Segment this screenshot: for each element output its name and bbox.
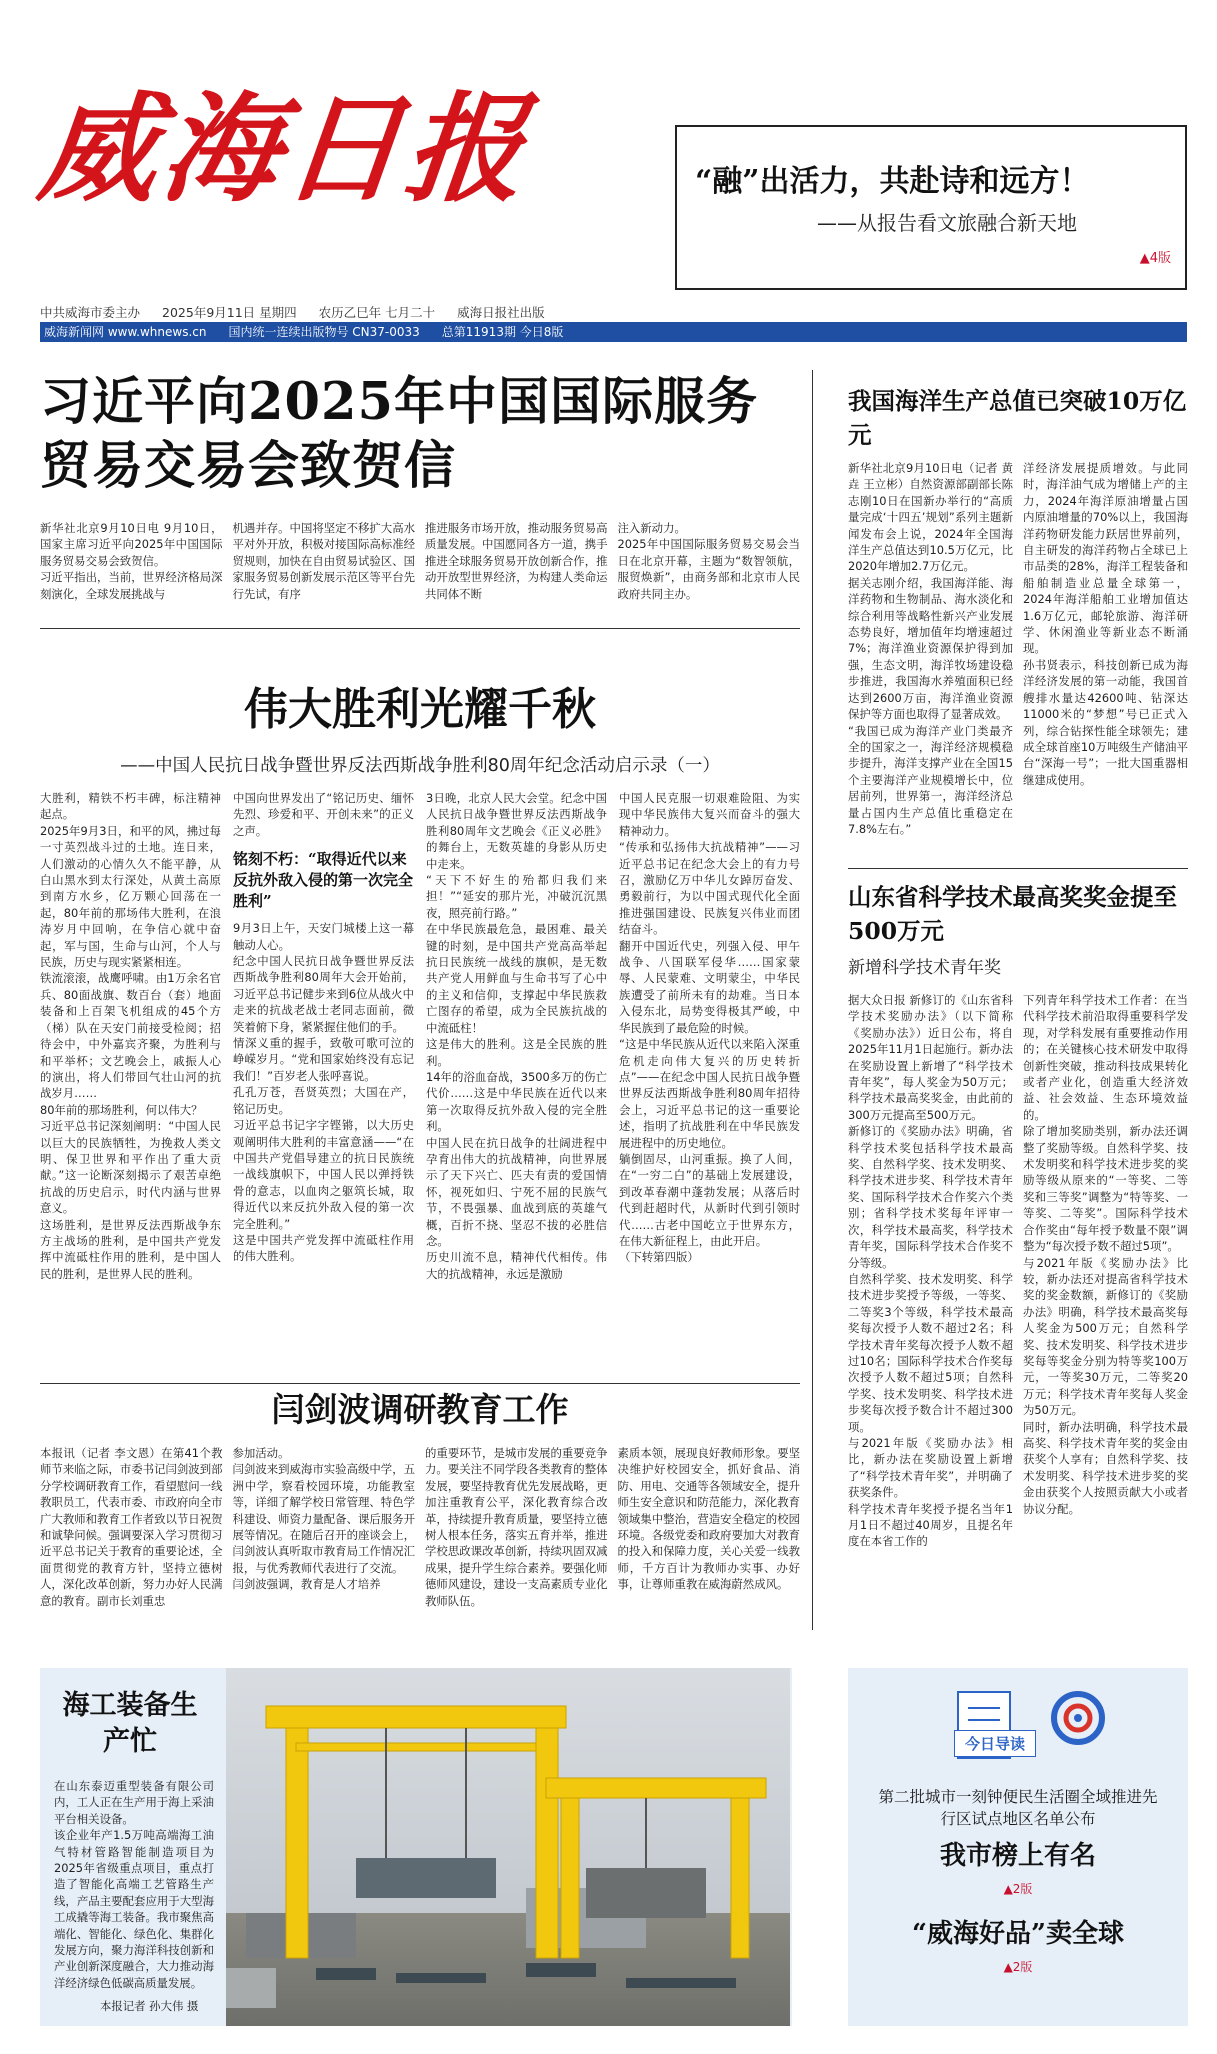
feature-col-2 [233, 790, 414, 1380]
ocean-body [848, 460, 1188, 865]
lead-col-2: 机遇并存。中国将坚定不移扩大高水平对外开放，积极对接国际高标准经贸规则，加快在自由贸易试验区、国家服务贸易创新发展示范区等平台先行先试，有序 [232, 521, 415, 601]
guide-item-1[interactable]: 第二批城市一刻钟便民生活圈全域推进先行区试点地区名单公布 [878, 1788, 1158, 1828]
feature-headline[interactable]: 伟大胜利光耀千秋 [244, 684, 596, 735]
science-subtitle: 新增科学技术青年奖 [848, 958, 1001, 978]
feature-subtitle: ——中国人民抗日战争暨世界反法西斯战争胜利80周年纪念活动启示录（一） [120, 756, 720, 776]
investigation-col-3: 的重要环节，是城市发展的重要竞争力。要关注不同学段各类教育的整体发展，要坚持教育优先发展战略，更加注重教育公平，深化教育综合改革，持续提升教育质量，要坚持立德树人根本任务，落实五育并举，推进学校思政课改革创新，持续巩固双减成果，提升学生综合素养。要强化师德师风建设，建设一支高素质专业化教师队伍。 [425, 1446, 608, 1608]
divider-ocean [848, 868, 1188, 869]
masthead-logo [32, 79, 650, 218]
vertical-divider [812, 370, 813, 1630]
issue-text: 总第11913期 今日8版 [441, 325, 564, 339]
sponsor-text: 中共威海市委主办 [40, 305, 141, 320]
guide-badge: 今日导读 [954, 1730, 1036, 1757]
investigation-col-1: 本报讯（记者 李文恩）在第41个教师节来临之际，市委书记闫剑波到部分学校调研教育工作，看望慰问一线教职员工，代表市委、市政府向全市广大教师和教育工作者致以节日祝贺和诚挚问候。强调要深入学习贯彻习近平总书记关于教育的重要论述，全面贯彻党的教育方针，坚持立德树人，深化改革创新，努力办好人民满意的教育。副市长刘重忠 [40, 1446, 223, 1608]
date-text: 2025年9月11日 星期四 [162, 305, 297, 320]
teaser-title: “融”出活力，共赴诗和远方！ [695, 164, 1090, 199]
logo-text: 威海日报 [32, 79, 536, 218]
lead-body [40, 520, 800, 620]
teaser-box[interactable] [675, 125, 1187, 290]
investigation-headline[interactable]: 闫剑波调研教育工作 [271, 1390, 569, 1429]
guide-edition-3: ▲2版 [1003, 1960, 1033, 1974]
lead-headline[interactable]: 习近平向2025年中国国际服务贸易交易会致贺信 [40, 372, 758, 496]
photo-story-body: 在山东泰迈重型装备有限公司内，工人正在生产用于海上采油平台相关设备。 该企业年产1.5万吨高端海工油气特材管路智能制造项目为2025年省级重点项目，重点打造了智能化高端工艺管路生产线，产品主要配套应用于大型海工成撬等海工装备。我市聚焦高端化、智能化、绿色化、集群化发展方向，聚力海洋科技创新和产业创新深度融合，大力推动海洋经济绿色低碳高质量发展。 [54, 1779, 214, 1990]
feature-col-3: 3日晚，北京人民大会堂。纪念中国人民抗日战争暨世界反法西斯战争胜利80周年文艺晚会《正义必胜》的舞台上，无数英雄的身影从历史中走来。 “天下不好生的殆都归我们来担！”“延安的那片光，冲破沉沉黑夜，照亮前行路。” 在中华民族最危急，最困难、最关键的时刻，是中国共产党高高举起抗日民族统一战线的旗帜，是无数共产党人用鲜血与生命书写了心中的主义和信仰，支撑起中华民族救亡图存的希望，成为全民族抗战的中流砥柱！ 这是伟大的胜利。这是全民族的胜利。 14年的浴血奋战，3500多万的伤亡代价……这是中华民族在近代以来第一次取得反抗外敌入侵的完全胜利。 中国人民在抗日战争的壮阔进程中孕育出伟大的抗战精神，向世界展示了天下兴亡、匹夫有责的爱国情怀，视死如归、宁死不屈的民族气节，不畏强暴、血战到底的英雄气概，百折不挠、坚忍不拔的必胜信念。 历史川流不息，精神代代相传。伟大的抗战精神，永远是激励 [426, 791, 607, 1281]
guide-item-2[interactable]: 我市榜上有名 [939, 1841, 1096, 1871]
divider-lead [40, 628, 800, 629]
photo-story-credit: 本报记者 孙大伟 摄 [100, 1999, 199, 2013]
science-headline[interactable]: 山东省科学技术最高奖奖金提至500万元 [848, 883, 1177, 945]
today-guide-box [848, 1668, 1188, 2026]
feature-col-1: 大胜利，精铁不朽丰碑，标注精神起点。 2025年9月3日，和平的风，拂过每一寸英烈战斗过的土地。连日来，人们激动的心情久久不能平静，从白山黑水到太行深处，从黄土高原到南方水乡，亿万颗心回荡在一起，80年前的那场伟大胜利，在浪涛岁月中回响，在争信心就中奋起，军与国，生命与山河，个人与民族，历史与现实紧紧相连。 铁流滚滚，战鹰呼啸。由1万余名官兵、80面战旗、数百台（套）地面装备和上百架飞机组成的45个方（梯）队在天安门前接受检阅；招待会中，中外嘉宾齐聚，为胜利与和平举杯；文艺晚会上，戚振人心的演出，将人们带回气壮山河的抗战岁月…… 80年前的那场胜利，何以伟大？ 习近平总书记深刻阐明：“中国人民以巨大的民族牺牲，为挽救人类文明、保卫世界和平作出了重大贡献。”这一论断深刻揭示了艰苦卓绝抗战的历史启示，时代内涵与世界意义。 这场胜利，是世界反法西斯战争东方主战场的胜利，是中国共产党发挥中流砥柱作用的胜利，是中国人民的胜利，是世界人民的胜利。 [40, 791, 221, 1281]
info-row-2 [40, 322, 1187, 342]
guide-edition-2: ▲2版 [1003, 1882, 1033, 1896]
ocean-headline[interactable]: 我国海洋生产总值已突破10万亿元 [848, 387, 1187, 449]
feature-col-2a: 中国向世界发出了“铭记历史、缅怀先烈、珍爱和平、开创未来”的正义之声。 [233, 791, 414, 838]
science-col-2: 下列青年科学技术工作者：在当代科学技术前沿取得重要科学发现，对学科发展有重要推动作用的；在关键核心技术研发中取得创新性突破，推动科技成果转化或者产业化，创造重大经济效益、社会效益、生态环境效益的。 除了增加奖励类别，新办法还调整了奖励等级。自然科学奖、技术发明奖和科学技术进步奖的奖励等级从原来的“一等奖、二等奖和三等奖”调整为“特等奖、一等奖、二等奖”。国际科学技术合作奖由“每年授予数量不限”调整为“每次授予数不超过5项”。 与2021年版《奖励办法》比较，新办法还对提高省科学技术奖的奖金数额，新修订的《奖励办法》明确，科学技术最高奖每人奖金为500万元；自然科学奖、技术发明奖、科学技术进步奖每等奖金分别为特等奖100万元，一等奖30万元，二等奖20万元；科学技术青年奖每人奖金为50万元。 同时，新办法明确，科学技术最高奖、科学技术青年奖的奖金由获奖个人享有；自然科学奖、技术发明奖、科学技术进步奖的奖金由获奖个人按照贡献大小或者协议分配。 [1023, 993, 1188, 1516]
lunar-text: 农历乙巳年 七月二十 [318, 305, 436, 320]
lead-col-3: 推进服务市场开放，推动服务贸易高质量发展。中国愿同各方一道，携手推进全球服务贸易开放创新合作，推动开放型世界经济，为构建人类命运共同体不断 [425, 521, 608, 601]
publisher-text: 威海日报社出版 [457, 305, 545, 320]
teaser-edition: ▲4版 [1139, 251, 1171, 266]
feature-col-2b: 9月3日上午，天安门城楼上这一幕触动人心。 纪念中国人民抗日战争暨世界反法西斯战争胜利80周年大会开始前，习近平总书记健步来到6位从战火中走来的抗战老战士老同志面前，微笑着俯下身，紧紧握住他们的手。 情深义重的握手，致敬可歌可泣的峥嵘岁月。“党和国家始终没有忘记我们！”百岁老人张呼喜说。 孔孔万苍，吾贤英烈；大国在产，铭记历史。 习近平总书记字字铿锵，以大历史观阐明伟大胜利的丰富意涵——“在中国共产党倡导建立的抗日民族统一战线旗帜下，中国人民以弹捋铁骨的意志，以血肉之躯筑长城，取得近代以来反抗外敌入侵的第一次完全胜利。” 这是中国共产党发挥中流砥柱作用的伟大胜利。 [233, 921, 414, 1264]
feature-body [40, 790, 800, 1380]
science-col-1: 据大众日报 新修订的《山东省科学技术奖励办法》（以下简称《奖励办法》）近日公布，将自2025年11月1日起施行。新办法在奖励设置上新增了“科学技术青年奖”，每人奖金为50万元；科学技术最高奖奖金，由此前的300万元提高至500万元。 新修订的《奖励办法》明确，省科学技术奖包括科学技术最高奖、自然科学奖、技术发明奖、科学技术进步奖、科学技术青年奖、国际科学技术合作奖六个类别；省科学技术奖每年评审一次，科学技术最高奖，科学技术青年奖，国际科学技术合作奖不分等级。 自然科学奖、技术发明奖、科学技术进步奖授予等级，一等奖、二等奖3个等级，科学技术最高奖每次授予人数不超过2名；科学技术青年奖每次授予人数不超过10名；国际科学技术合作奖每次授予人数不超过5项；自然科学奖、技术发明奖、科学技术进步奖每次授予数合计不超过300项。 与2021年版《奖励办法》相比，新办法在奖励设置上新增了“科学技术青年奖”，并明确了获奖条件。 科学技术青年奖授予提名当年1月1日不超过40周岁，且提名年度在本省工作的 [848, 993, 1013, 1549]
photo-story-title: 海工装备生产忙 [62, 1690, 198, 1757]
investigation-col-2: 参加活动。 闫剑波来到威海市实验高级中学，五洲中学，察看校园环境，功能教室等，详细了解学校日常管理、特色学科建设、师资力量配备、课后服务开展等情况。在随后召开的座谈会上，闫剑波认真听取市教育局工作情况汇报，与优秀教师代表进行了交流。 闫剑波强调，教育是人才培养 [232, 1446, 415, 1592]
info-row-1 [40, 303, 1187, 321]
investigation-body [40, 1445, 800, 1630]
investigation-col-4: 素质本领，展现良好教师形象。要坚决维护好校园安全，抓好食品、消防、用电、交通等各领域安全，提升师生安全意识和防范能力，深化教育领域集中整治，营造安全稳定的校园环境。各级党委和政府要加大对教育的投入和保障力度，关心关爱一线教师，千方百计为教师办实事、办好事，让尊师重教在威海蔚然成风。 [617, 1446, 800, 1592]
shipyard-photo [226, 1668, 790, 2026]
ocean-col-1: 新华社北京9月10日电（记者 黄垚 王立彬）自然资源部副部长陈志刚10日在国新办举行的“高质量完成‘十四五’规划”系列主题新闻发布会上说，2024年全国海洋生产总值达到10.5万亿元，比2020年增加2.7万亿元。 据关志刚介绍，我国海洋能、海洋药物和生物制品、海水淡化和综合利用等战略性新兴产业发展态势良好，增加值年均增速超过7%；海洋渔业资源保护得到加强，生态文明，海洋牧场建设稳步推进，我国海水养殖面积已经达到2600万亩，海洋渔业资源保护等方面也取得了显著成效。 “我国已成为海洋产业门类最齐全的国家之一，海洋经济规模稳步提升，海洋支撑产业在全国15个主要海洋产业规模增长中，位居前列，世界第一，海洋经济总量占国内生产总值比重稳定在7.8%左右。” [848, 461, 1013, 836]
lead-col-4: 注入新动力。 2025年中国国际服务贸易交易会当日在北京开幕，主题为“数智领航，服贸焕新”，由商务部和北京市人民政府共同主办。 [617, 521, 800, 601]
divider-feature [40, 1383, 800, 1384]
ocean-col-2: 洋经济发展提质增效。与此同时，海洋油气成为增储上产的主力，2024年海洋原油增量占国内原油增量的70%以上，我国海洋药物研发能力跃居世界前列，自主研发的海洋药物占全球已上市品类的28%，海洋工程装备和船舶制造业总量全球第一，2024年海洋船舶工业增加值达1.6万亿元，邮轮旅游、海洋研学、休闲渔业等新业态不断涌现。 孙书贤表示，科技创新已成为海洋经济发展的第一动能，我国首艘排水量达42600吨、钻深达11000米的“梦想”号已正式入列，综合钻探性能全球领先；建成全球首座10万吨级生产储油平台“深海一号”；一批大国重器相继建成使用。 [1023, 461, 1188, 787]
science-body [848, 992, 1188, 1632]
feature-col-4: 中国人民克服一切艰难险阻、为实现中华民族伟大复兴而奋斗的强大精神动力。 “传承和弘扬伟大抗战精神”——习近平总书记在纪念大会上的有力号召，激励亿万中华儿女踔厉奋发、勇毅前行，为以中国式现代化全面推进强国建设、民族复兴伟业而团结奋斗。 翻开中国近代史，列强入侵、甲午战争、八国联军侵华……国家蒙辱、人民蒙难、文明蒙尘，中华民族遭受了前所未有的劫难。当日本入侵东北，局势变得极其严峻，中华民族到了最危险的时候。 “这是中华民族从近代以来陷入深重危机走向伟大复兴的历史转折点”——在纪念中国人民抗日战争暨世界反法西斯战争胜利80周年招待会上，习近平总书记的这一重要论述，指明了抗战胜利在中华民族发展进程中的历史地位。 躺倒固尽，山河重振。换了人间，在“一穷二白”的基础上发展建设，到改革春潮中蓬勃发展；从落后时代到赶超时代，从新时代到引领时代……古老中国屹立于世界东方，在伟大新征程上，由此开启。 （下转第四版） [619, 791, 800, 1265]
site-text[interactable]: 威海新闻网 www.whnews.cn [44, 325, 207, 339]
lead-col-1: 新华社北京9月10日电 9月10日，国家主席习近平向2025年中国国际服务贸易交易会致贺信。 习近平指出，当前，世界经济格局深刻演化，全球发展挑战与 [40, 521, 223, 601]
feature-subheading: 铭刻不朽：“取得近代以来反抗外敌入侵的第一次完全胜利” [233, 850, 414, 911]
teaser-subtitle: ——从报告看文旅融合新天地 [817, 211, 1077, 235]
cn-text: 国内统一连续出版物号 CN37-0033 [228, 325, 420, 339]
guide-item-3[interactable]: “威海好品”卖全球 [912, 1919, 1124, 1949]
